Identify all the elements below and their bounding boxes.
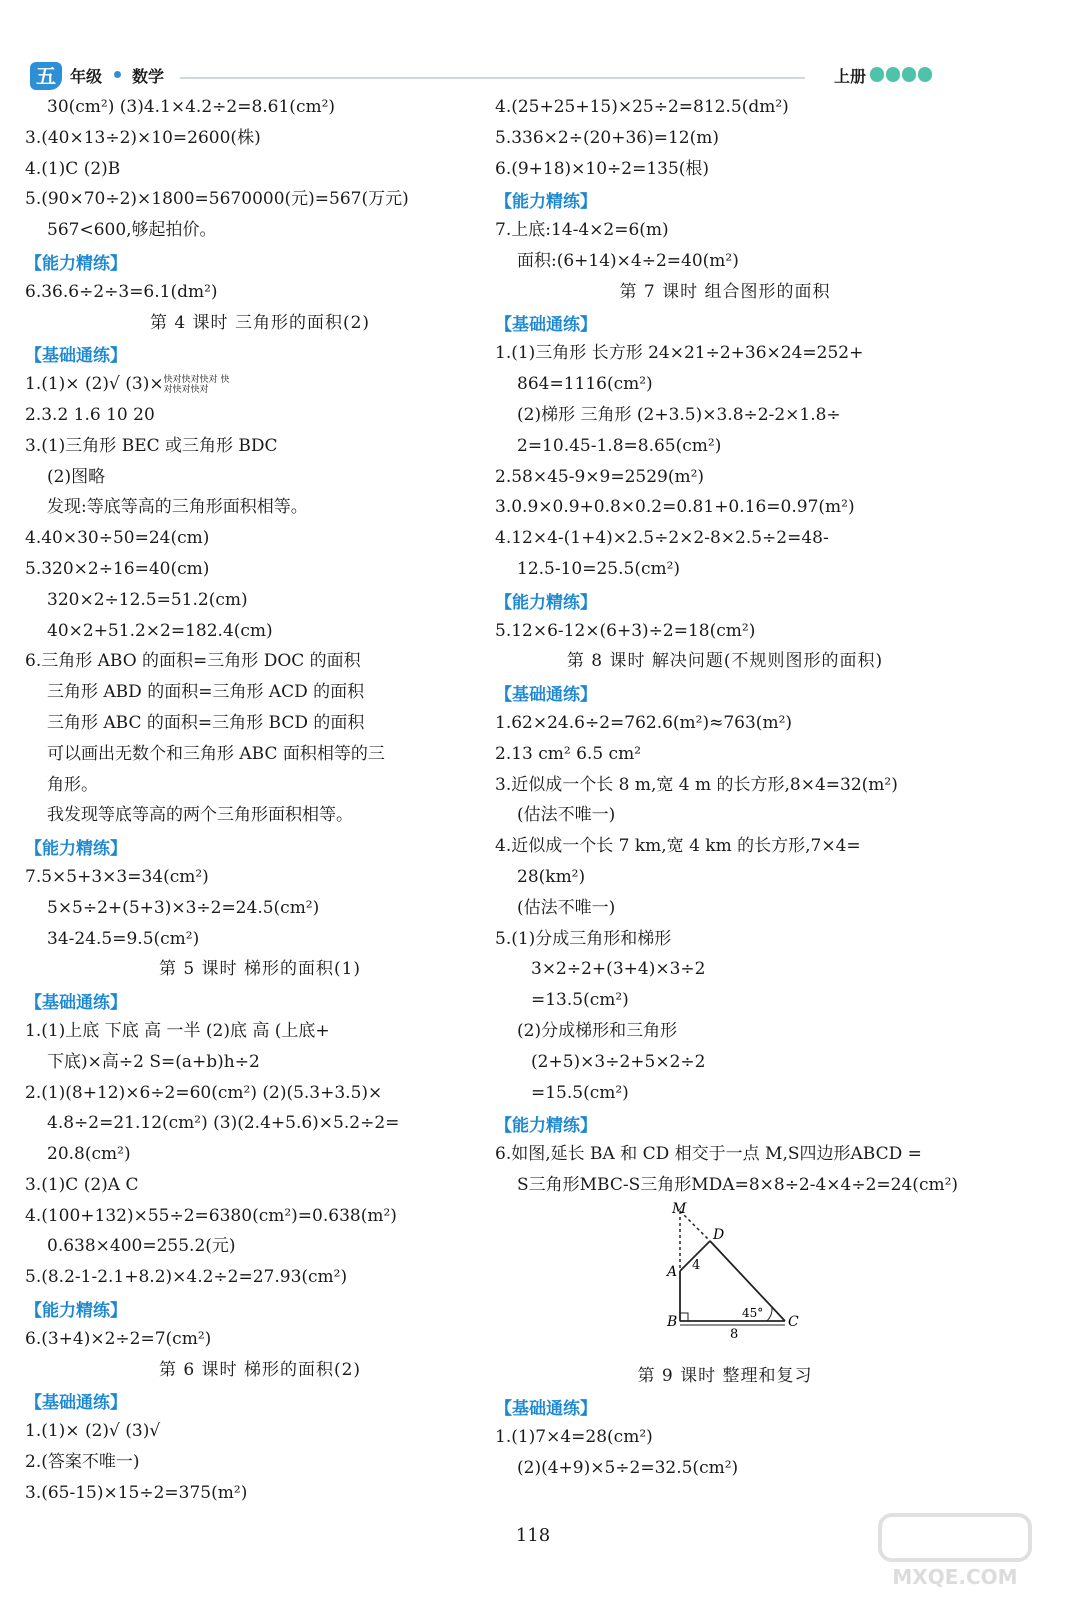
answer-line (25, 1078, 495, 1109)
answer-text: 2.(1)(8+12)×6÷2=60(cm²) (2)(5.3+3.5)× (25, 1082, 383, 1103)
grade-label: 年级 (70, 67, 103, 86)
answer-line (25, 1139, 495, 1170)
answer-text: 5×5÷2+(5+3)×3÷2=24.5(cm²) (47, 897, 320, 918)
answer-line (495, 123, 955, 154)
answer-text: 第 6 课时 梯形的面积(2) (158, 1359, 362, 1380)
answer-line (495, 831, 955, 862)
answer-text: 3.(1)三角形 BEC 或三角形 BDC (25, 435, 278, 456)
answer-line (25, 123, 495, 154)
answer-text: 6.(3+4)×2÷2=7(cm²) (25, 1328, 212, 1349)
answer-text: 角形。 (47, 774, 98, 795)
answer-text: 5.336×2÷(20+36)=12(m) (495, 127, 720, 148)
answer-text: 面积:(6+14)×4÷2=40(m²) (517, 250, 739, 271)
answer-line (25, 1324, 495, 1355)
answer-text: 4.(25+25+15)×25÷2=812.5(dm²) (495, 97, 789, 117)
answer-text: 第 9 课时 整理和复习 (637, 1365, 813, 1386)
answer-text: 6.(9+18)×10÷2=135(根) (495, 158, 710, 179)
answer-line (495, 1170, 959, 1201)
answer-line (25, 1416, 495, 1447)
answer-text: (2)(4+9)×5÷2=32.5(cm²) (517, 1458, 739, 1479)
answer-text: 第 4 课时 三角形的面积(2) (149, 312, 371, 333)
section-heading (25, 1385, 495, 1416)
answer-text: 320×2÷12.5=51.2(cm) (47, 589, 248, 610)
section-heading (25, 831, 495, 862)
answer-text: 发现:等底等高的三角形面积相等。 (47, 497, 308, 518)
answer-text: 三角形 ABD 的面积=三角形 ACD 的面积 (47, 682, 365, 703)
answer-line (25, 1231, 495, 1262)
answer-text: 6.三角形 ABO 的面积=三角形 DOC 的面积 (25, 651, 361, 672)
answer-line (495, 1016, 955, 1047)
answer-text: 第 7 课时 组合图形的面积 (619, 281, 831, 302)
answer-text: 20.8(cm²) (47, 1144, 131, 1165)
answer-text: 1.(1)× (2)√ (3)√ (25, 1421, 161, 1442)
answer-text: 3.(1)C (2)A C (25, 1174, 139, 1195)
volume-label: 上册 (834, 67, 867, 86)
answer-text: (估法不唯一) (517, 805, 616, 826)
answer-text: 6.36.6÷2÷3=6.1(dm²) (25, 281, 218, 302)
section-heading-text: 【能力精练】 (495, 592, 597, 613)
answer-line (495, 246, 955, 277)
lesson-title (25, 1355, 495, 1386)
answer-line (25, 154, 495, 185)
answer-text: 5.(1)分成三角形和梯形 (495, 928, 672, 949)
section-heading-text: 【基础通练】 (495, 685, 597, 706)
answer-text: 1.(1)7×4=28(cm²) (495, 1427, 653, 1448)
label-M: M (672, 1200, 687, 1217)
answer-line (25, 1447, 495, 1478)
answer-line (495, 462, 955, 493)
answer-line (495, 431, 955, 462)
answer-text: 567<600,够起拍价。 (47, 220, 217, 241)
answer-line (25, 677, 495, 708)
answer-line (495, 338, 955, 369)
answer-text: 下底)×高÷2 S=(a+b)h÷2 (47, 1051, 260, 1072)
section-heading (495, 585, 955, 616)
answer-line (495, 1047, 955, 1078)
label-bc-length: 8 (730, 1326, 739, 1342)
answer-text: 2.58×45-9×9=2529(m²) (495, 466, 705, 487)
answer-line (25, 92, 495, 123)
answer-text: 5.320×2÷16=40(cm) (25, 558, 210, 579)
subject-label: 数学 (132, 67, 165, 86)
answer-text: 3.近似成一个长 8 m,宽 4 m 的长方形,8×4=32(m²) (495, 774, 898, 795)
answer-line (25, 400, 495, 431)
answer-text: 3.(65-15)×15÷2=375(m²) (25, 1482, 248, 1503)
answer-line (25, 369, 495, 400)
section-heading (25, 985, 495, 1016)
answer-line (495, 1453, 955, 1484)
svg-text:MXQE.COM: MXQE.COM (892, 1565, 1018, 1589)
answer-line (25, 770, 495, 801)
answer-line (495, 862, 955, 893)
answer-text: 5.(90×70÷2)×1800=5670000(元)=567(万元) (25, 189, 409, 210)
answer-line (25, 184, 495, 215)
lesson-title (495, 1361, 955, 1392)
answer-line (25, 1478, 495, 1509)
answer-text: 4.近似成一个长 7 km,宽 4 km 的长方形,7×4= (495, 836, 861, 857)
answer-text: 第 5 课时 梯形的面积(1) (158, 959, 362, 980)
answer-text: 3.(40×13÷2)×10=2600(株) (25, 127, 261, 148)
label-C: C (788, 1313, 799, 1330)
answer-text: (2)分成梯形和三角形 (517, 1020, 678, 1041)
answer-line (495, 369, 955, 400)
answer-text: 6.如图,延长 BA 和 CD 相交于一点 M,S四边形ABCD = (495, 1144, 922, 1165)
answer-line (495, 523, 955, 554)
answer-line (25, 1047, 495, 1078)
triangle-figure (495, 1201, 955, 1361)
answer-line (25, 1016, 495, 1047)
answer-text: 12.5-10=25.5(cm²) (517, 558, 681, 579)
lesson-title (25, 308, 495, 339)
answer-line (25, 277, 495, 308)
answer-line (495, 985, 955, 1016)
answer-text: 864=1116(cm²) (517, 374, 653, 395)
answer-line (25, 739, 495, 770)
section-heading (495, 184, 955, 215)
answer-line (495, 924, 955, 955)
answer-line (495, 492, 955, 523)
decorative-ovals (870, 67, 932, 82)
section-heading-text: 【基础通练】 (495, 1399, 597, 1420)
answer-line (495, 1139, 955, 1170)
page-number: 118 (515, 1525, 551, 1546)
answer-line (495, 400, 955, 431)
answer-text: (2)梯形 三角形 (2+3.5)×3.8÷2-2×1.8÷ (517, 404, 841, 425)
answer-text: 7.5×5+3×3=34(cm²) (25, 866, 209, 887)
label-ad-length: 4 (692, 1257, 701, 1273)
answer-line (495, 1078, 955, 1109)
answer-text: 4.(100+132)×55÷2=6380(cm²)=0.638(m²) (25, 1205, 397, 1226)
answer-line (495, 708, 955, 739)
answer-line (495, 154, 955, 185)
section-heading-text: 【能力精练】 (25, 1300, 127, 1321)
answer-line (495, 893, 955, 924)
answer-text: 1.(1)上底 下底 高 一半 (2)底 高 (上底+ (25, 1020, 330, 1041)
right-column (495, 92, 959, 1484)
answer-text: 5.(8.2-1-2.1+8.2)×4.2÷2=27.93(cm²) (25, 1267, 348, 1288)
answer-line (495, 616, 955, 647)
section-heading-text: 【基础通练】 (25, 993, 127, 1013)
answer-line (25, 1170, 495, 1201)
answer-line (495, 554, 955, 585)
answer-text: 三角形 ABC 的面积=三角形 BCD 的面积 (47, 712, 365, 733)
section-heading (25, 1293, 495, 1324)
section-heading-text: 【能力精练】 (25, 839, 127, 860)
answer-line (25, 646, 495, 677)
answer-line (25, 616, 495, 647)
section-heading (25, 246, 495, 277)
answer-text: 可以画出无数个和三角形 ABC 面积相等的三 (47, 743, 385, 764)
answer-line (25, 924, 495, 955)
answer-line (25, 1108, 495, 1139)
answer-text: 0.638×400=255.2(元) (47, 1236, 236, 1257)
grade-badge: 五 (30, 62, 62, 90)
answer-text: (2)图略 (47, 466, 106, 487)
answer-text: 34-24.5=9.5(cm²) (47, 928, 200, 949)
section-heading-text: 【能力精练】 (495, 1116, 597, 1137)
answer-text: 2.13 cm² 6.5 cm² (495, 743, 642, 764)
answer-text: (2+5)×3÷2+5×2÷2 (531, 1051, 706, 1072)
answer-line (495, 215, 955, 246)
answer-line (25, 862, 495, 893)
answer-text: 4.8÷2=21.12(cm²) (3)(2.4+5.6)×5.2÷2= (47, 1113, 400, 1134)
answer-line (25, 215, 495, 246)
answer-line (495, 954, 955, 985)
answer-line (25, 1201, 495, 1232)
answer-line (25, 492, 495, 523)
label-angle: 45° (742, 1305, 764, 1320)
answer-line (25, 554, 495, 585)
answer-text: 1.(1)三角形 长方形 24×21÷2+36×24=252+ (495, 343, 864, 364)
answer-text: 2.3.2 1.6 10 20 (25, 404, 155, 425)
label-B: B (667, 1313, 678, 1330)
answer-text: 30(cm²) (3)4.1×4.2÷2=8.61(cm²) (47, 97, 336, 117)
answer-line (25, 585, 495, 616)
section-heading-text: 【基础通练】 (495, 315, 597, 336)
answer-text: 1.(1)× (2)√ (3)× (25, 374, 164, 395)
answer-text: 1.62×24.6÷2=762.6(m²)≈763(m²) (495, 712, 793, 733)
answer-text: 2.(答案不唯一) (25, 1452, 140, 1473)
label-A: A (667, 1263, 678, 1280)
answer-text: 7.上底:14-4×2=6(m) (495, 220, 669, 241)
answer-text: 我发现等底等高的两个三角形面积相等。 (47, 805, 353, 826)
section-heading-text: 【能力精练】 (25, 253, 127, 274)
answer-line (495, 92, 955, 123)
small-note: 快对快对快对 快对快对快对 (163, 374, 230, 395)
answer-text: 4.40×30÷50=24(cm) (25, 528, 210, 549)
lesson-title (25, 954, 495, 985)
answer-text: 第 8 课时 解决问题(不规则图形的面积) (566, 651, 884, 672)
answer-text: 3.0.9×0.9+0.8×0.2=0.81+0.16=0.97(m²) (495, 497, 855, 518)
answer-line (25, 462, 495, 493)
left-column (25, 92, 495, 1509)
section-heading-text: 【基础通练】 (25, 1393, 127, 1414)
answer-line (495, 739, 955, 770)
answer-text: =15.5(cm²) (531, 1082, 629, 1103)
answer-text: 28(km²) (517, 866, 586, 887)
header-rule (180, 77, 805, 79)
answer-line (495, 800, 955, 831)
section-heading (495, 1391, 955, 1422)
lesson-title (495, 646, 955, 677)
section-heading (495, 1108, 955, 1139)
section-heading (25, 338, 495, 369)
section-heading (495, 308, 955, 339)
label-D: D (713, 1226, 725, 1243)
answer-text: 4.(1)C (2)B (25, 158, 121, 179)
answer-line (25, 1262, 495, 1293)
answer-line (495, 1422, 955, 1453)
lesson-title (495, 277, 955, 308)
section-heading-text: 【能力精练】 (495, 192, 597, 213)
section-heading (495, 677, 955, 708)
page-header (0, 0, 1066, 92)
answer-line (25, 893, 495, 924)
watermark-logo (860, 1510, 1050, 1590)
answer-line (25, 523, 495, 554)
answer-text: 2=10.45-1.8=8.65(cm²) (517, 435, 722, 456)
answer-line (25, 800, 495, 831)
answer-text: 5.12×6-12×(6+3)÷2=18(cm²) (495, 620, 756, 641)
answer-text: S三角形MBC-S三角形MDA=8×8÷2-4×4÷2=24(cm²) (517, 1174, 959, 1195)
answer-line (495, 770, 955, 801)
answer-line (25, 708, 495, 739)
separator-dot (114, 71, 121, 78)
answer-text: (估法不唯一) (517, 897, 616, 918)
section-heading-text: 【基础通练】 (25, 346, 127, 367)
answer-line (25, 431, 495, 462)
answer-text: =13.5(cm²) (531, 990, 629, 1011)
answer-text: 3×2÷2+(3+4)×3÷2 (531, 959, 706, 980)
answer-text: 4.12×4-(1+4)×2.5÷2×2-8×2.5÷2=48- (495, 528, 829, 549)
answer-text: 40×2+51.2×2=182.4(cm) (47, 620, 273, 641)
